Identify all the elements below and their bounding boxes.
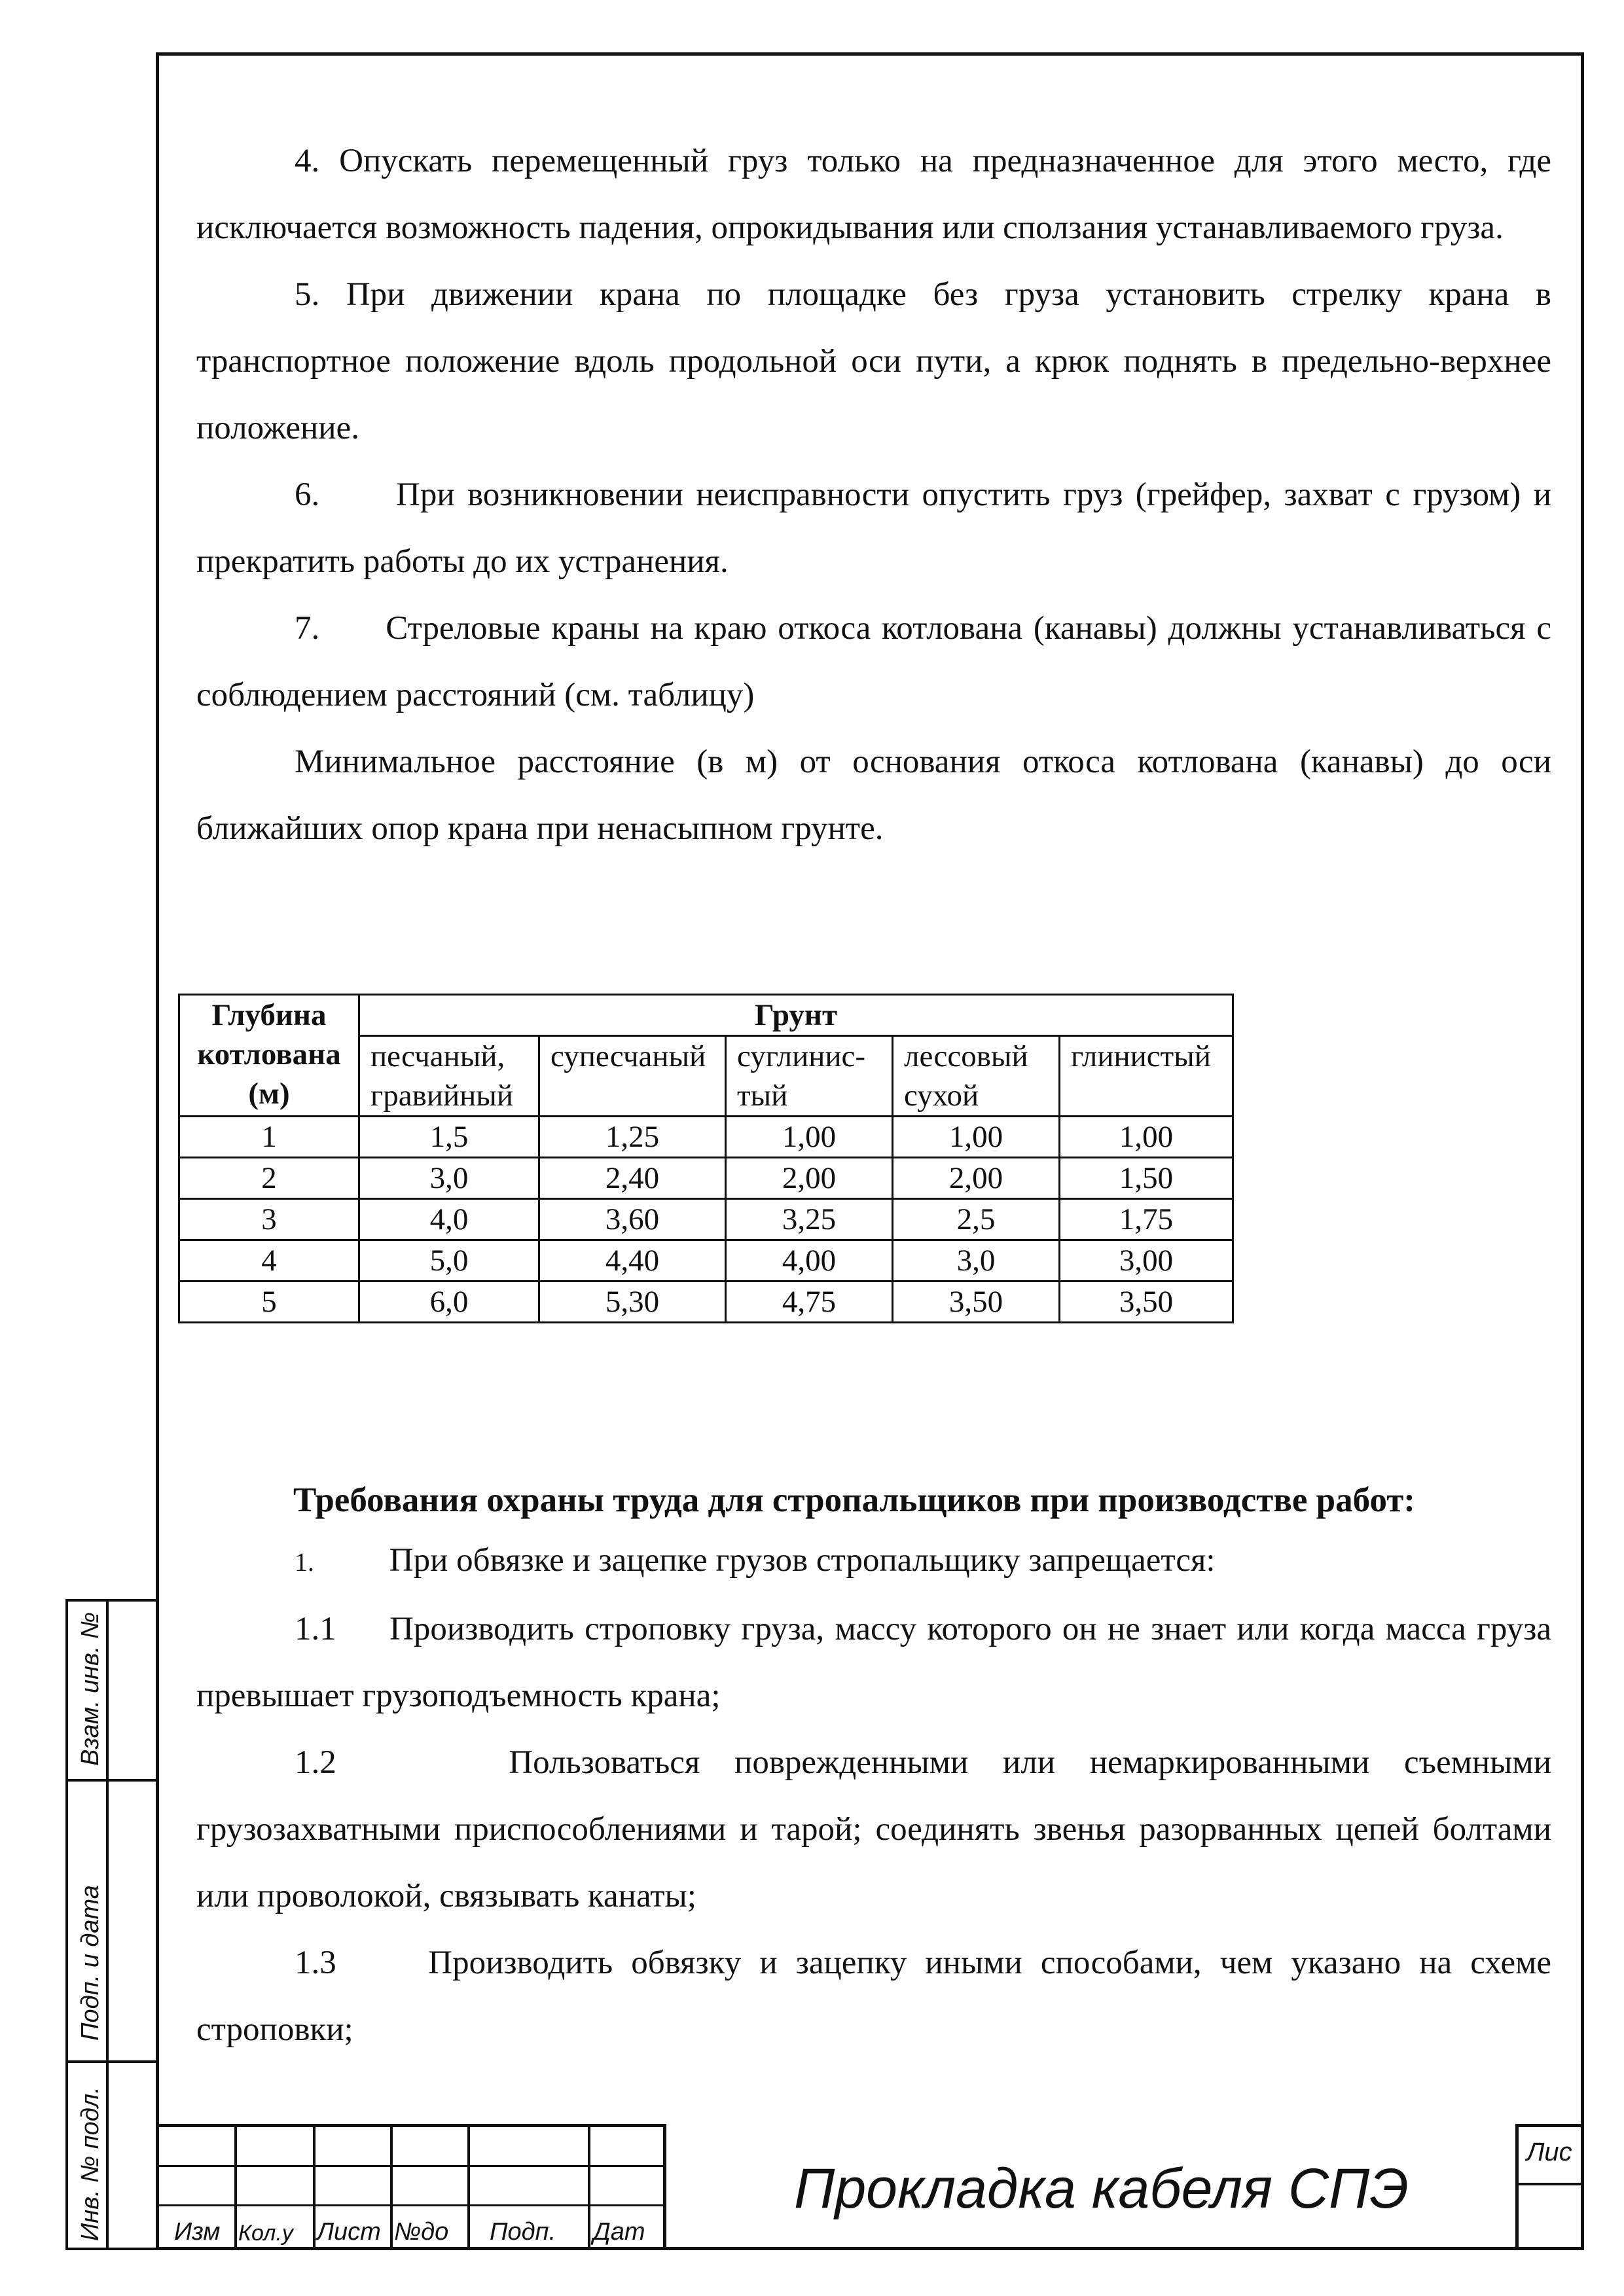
tb-label-sign: Подп. [490,2218,556,2246]
table-col-header: супесчаный [539,1036,726,1117]
sheet-label: Лис [1526,2138,1572,2166]
section-item-1-2: 1.2 Пользоваться поврежденными или немаркированными съемными грузозахватными приспособлениями и тарой; соединять звенья разорванных цепей болтами или проволокой, связывать канаты; [196,1744,1552,1914]
table-col-header: песчаный, гравийный [359,1036,539,1117]
document-body [196,128,1551,862]
side-stamp-strip [65,1599,156,2250]
section-heading: Требования охраны труда для стропальщиков при производстве работ: [293,1481,1415,1519]
table-row: 4 5,0 4,40 4,00 3,0 3,00 [179,1240,1233,1282]
side-row-sign [68,1782,156,2063]
tb-label-count: Кол.у [238,2221,293,2246]
side-label-replace: Взам. инв. № [77,1611,104,1766]
section-item-1-3: 1.3 Производить обвязку и зацепку иными способами, чем указано на схеме строповки; [196,1945,1552,2048]
side-row-inv [68,2063,156,2250]
side-label-sign-date: Подп. и дата [77,1885,104,2041]
tb-label-date: Дат [593,2218,645,2246]
section-item-1-1: 1.1 Производить строповку груза, массу которого он не знает или когда масса груза превышает грузоподъемность крана; [196,1611,1552,1714]
table-header-depth: Глубина котлована (м) [179,995,359,1117]
section-item-1: 1. При обвязке и зацепке грузов стропальщику запрещается: [295,1542,1216,1579]
table-row: 2 3,0 2,40 2,00 2,00 1,50 [179,1158,1233,1199]
side-row-replace [68,1602,156,1782]
title-block [156,2124,1584,2250]
paragraph-table-intro: Минимальное расстояние (в м) от основания откоса котлована (канавы) до оси ближайших опор крана при ненасыпном грунте. [196,744,1551,847]
table-header-soil: Грунт [359,995,1233,1036]
paragraph-7: 7. Стреловые краны на краю откоса котлована (канавы) должны устанавливаться с соблюдением расстояний (см. таблицу) [196,610,1551,713]
paragraph-5: 5. При движении крана по площадке без груза установить стрелку крана в транспортное положение вдоль продольной оси пути, а крюк поднять в предельно-верхнее положение. [196,276,1552,446]
tb-label-doc: №до [394,2218,449,2246]
side-label-inv: Инв. № подл. [77,2087,104,2241]
distance-table [178,994,1234,1323]
table-row: 5 6,0 5,30 4,75 3,50 3,50 [179,1282,1233,1323]
table-row: 1 1,5 1,25 1,00 1,00 1,00 [179,1117,1233,1158]
paragraph-6: 6. При возникновении неисправности опустить груз (грейфер, захват с грузом) и прекратить работы до их устранения. [196,476,1551,580]
title-block-grid [156,2124,666,2250]
tb-label-change: Изм [174,2218,221,2246]
table-col-header: глинистый [1060,1036,1233,1117]
paragraph-4: 4. Опускать перемещенный груз только на предназначенное для этого место, где исключается возможность падения, опрокидывания или сползания устанавливаемого груза. [196,143,1551,246]
tb-label-sheet: Лист [317,2218,381,2246]
document-title: Прокладка кабеля СПЭ [794,2157,1409,2220]
table-col-header: суглинис-тый [726,1036,893,1117]
table-row: 3 4,0 3,60 3,25 2,5 1,75 [179,1199,1233,1240]
table-col-header: лессовый сухой [893,1036,1060,1117]
sheet-number-cell [1515,2124,1584,2250]
section-items [196,1527,1551,2063]
